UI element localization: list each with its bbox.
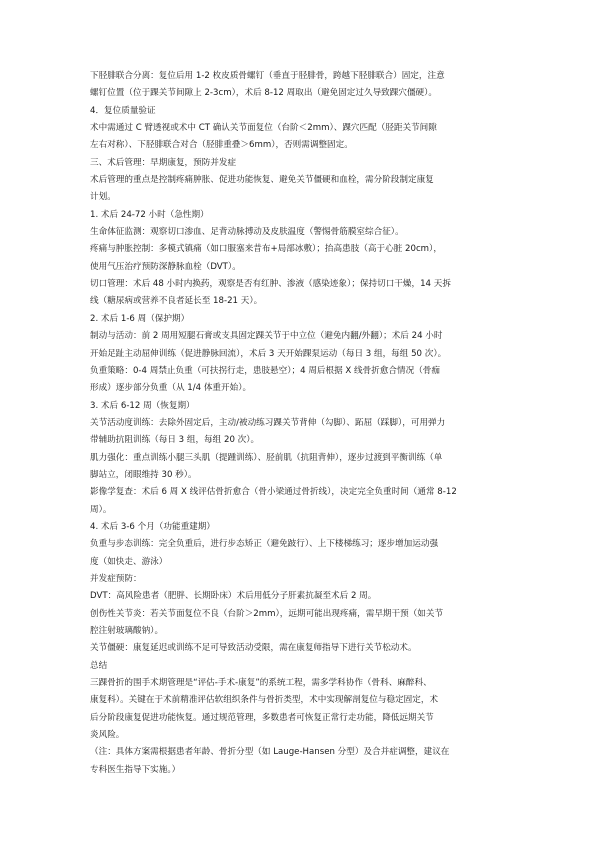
text-line: 炎风险。 (90, 730, 125, 741)
text-line: 术中需通过 C 臂透视或术中 CT 确认关节面复位（台阶＜2mm）、踝穴匹配（胫距关节间隙 (90, 123, 437, 134)
text-line: 4. 术后 3-6 个月（功能重建期） (90, 521, 215, 532)
text-line: 下胫腓联合分离：复位后用 1-2 枚皮质骨螺钉（垂直于胫腓骨，跨越下胫腓联合）固定，注意 (90, 71, 445, 81)
text-line: 切口管理：术后 48 小时内换药，观察是否有红肿、渗液（感染迹象）；保持切口干燥，14 天拆 (90, 279, 451, 290)
text-line: 术后管理的重点是控制疼痛肿胀、促进功能恢复、避免关节僵硬和血栓，需分阶段制定康复 (90, 175, 434, 186)
text-line: 周）。 (90, 504, 112, 515)
text-line: 度（如快走、游泳） (90, 556, 168, 567)
text-line: 左右对称）、下胫腓联合对合（胫腓重叠＞6mm），否则需调整固定。 (90, 140, 353, 151)
text-line: 关节僵硬：康复延迟或训练不足可导致活动受限，需在康复师指导下进行关节松动术。 (90, 643, 417, 654)
text-line: 脚站立，闭眼维持 30 秒）。 (90, 469, 197, 480)
text-line: 专科医生指导下实施。） (90, 764, 181, 775)
text-line: 带辅助抗阻训练（每日 3 组，每组 20 次）。 (90, 435, 260, 446)
text-line: 4．复位质量验证 (90, 105, 156, 116)
text-line: （注：具体方案需根据患者年龄、骨折分型（如 Lauge-Hansen 分型）及合并症调整，建议在 (90, 747, 450, 758)
text-line: 制动与活动：前 2 周用短腿石膏或支具固定踝关节于中立位（避免内翻/外翻）；术后 24 小时 (90, 331, 443, 342)
text-line: 3. 术后 6-12 周（恢复期） (90, 400, 195, 411)
text-line: 负重策略：0-4 周禁止负重（可扶拐行走，患肢悬空）；4 周后根据 X 线骨折愈合情况（骨痂 (90, 365, 440, 376)
text-line: 开始足趾主动屈伸训练（促进静脉回流），术后 3 天开始踝泵运动（每日 3 组，每组 50 次）。 (90, 348, 447, 359)
document-body (90, 68, 510, 779)
text-line: 生命体征监测：观察切口渗血、足背动脉搏动及皮肤温度（警惕骨筋膜室综合征）。 (90, 227, 404, 238)
text-line: 负重与步态训练：完全负重后，进行步态矫正（避免跛行）、上下楼梯练习；逐步增加运动强 (90, 539, 439, 550)
text-line: 三、术后管理：早期康复，预防并发症 (90, 157, 237, 168)
text-line: 形成）逐步部分负重（从 1/4 体重开始）。 (90, 383, 252, 394)
text-line: 2. 术后 1-6 周（保护期） (90, 313, 190, 324)
text-line: 肌力强化：重点训练小腿三头肌（提踵训练）、胫前肌（抗阻背伸），逐步过渡到平衡训练（单 (90, 452, 443, 463)
text-line: 线（糖尿病或营养不良者延长至 18-21 天）。 (90, 296, 263, 307)
text-line: DVT：高风险患者（肥胖、长期卧床）术后用低分子肝素抗凝至术后 2 周。 (90, 591, 377, 602)
text-line: 计划。 (90, 192, 116, 203)
text-line: 后分阶段康复促进功能恢复。通过规范管理，多数患者可恢复正常行走功能，降低远期关节 (90, 712, 434, 723)
text-line: 关节活动度训练：去除外固定后，主动/被动练习踝关节背伸（勾脚）、跖屈（踩脚），可用弹力 (90, 417, 446, 428)
text-line: 影像学复查：术后 6 周 X 线评估骨折愈合（骨小梁通过骨折线），决定完全负重时间（通常 8-12 (90, 487, 457, 498)
text-line: 创伤性关节炎：若关节面复位不良（台阶＞2mm），远期可能出现疼痛，需早期干预（如关节 (90, 608, 444, 619)
text-line: 1. 术后 24-72 小时（急性期） (90, 209, 209, 220)
text-line: 并发症预防： (90, 573, 142, 584)
text-line: 腔注射玻璃酸钠）。 (90, 626, 164, 636)
text-line: 三踝骨折的围手术期管理是“评估-手术-康复”的系统工程，需多学科协作（骨科、麻醉科、 (90, 678, 432, 689)
text-line: 使用气压治疗预防深静脉血栓（DVT）。 (90, 261, 241, 272)
text-line: 康复科）。关键在于术前精准评估软组织条件与骨折类型，术中实现解剖复位与稳定固定，术 (90, 695, 439, 706)
text-line: 总结 (90, 660, 108, 671)
text-line: 螺钉位置（位于踝关节间隙上 2-3cm），术后 8-12 周取出（避免固定过久导致踝穴僵硬）。 (90, 88, 438, 99)
text-line: 疼痛与肿胀控制：多模式镇痛（如口服塞来昔布+局部冰敷）；抬高患肢（高于心脏 20cm）， (90, 244, 442, 255)
